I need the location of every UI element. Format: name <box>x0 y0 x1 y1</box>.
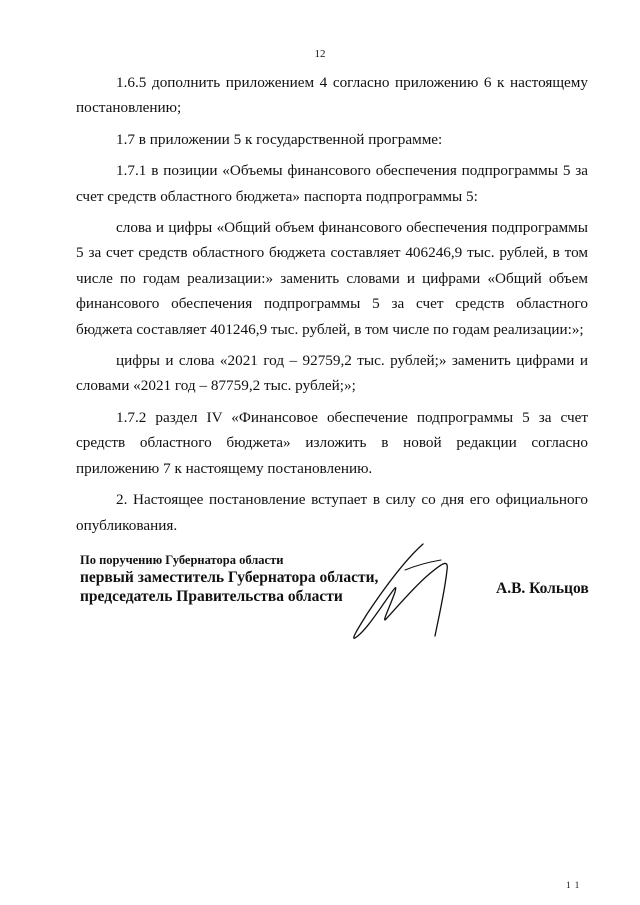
footer-mark: 1 1 <box>566 880 581 890</box>
signer-name: А.В. Кольцов <box>496 580 589 597</box>
signature-authority-line: По поручению Губернатора области <box>80 553 284 567</box>
signature-title-line: председатель Правительства области <box>80 588 343 605</box>
handwritten-signature <box>345 540 475 645</box>
paragraph-1-6-5: 1.6.5 дополнить приложением 4 согласно приложению 6 к настоящему постановлению; <box>76 74 588 117</box>
document-body <box>76 70 588 544</box>
paragraph-1-7-2: 1.7.2 раздел IV «Финансовое обеспечение подпрограммы 5 за счет средств областного бюджета» изложить в новой редакции согласно приложению 7 к настоящему постановлению. <box>76 408 588 477</box>
signature-position-line: первый заместитель Губернатора области, <box>80 569 379 586</box>
paragraph-1-7-1: 1.7.1 в позиции «Объемы финансового обеспечения подпрограммы 5 за счет средств областного бюджета» паспорта подпрограммы 5: <box>76 162 588 205</box>
page-number: 12 <box>314 48 326 60</box>
paragraph-1-7: 1.7 в приложении 5 к государственной программе: <box>116 130 443 148</box>
paragraph-replace-numbers: цифры и слова «2021 год – 92759,2 тыс. рублей;» заменить цифрами и словами «2021 год – 87759,2 тыс. рублей;»; <box>76 352 588 395</box>
paragraph-2: 2. Настоящее постановление вступает в силу со дня его официального опубликования. <box>76 491 588 534</box>
paragraph-replace-words: слова и цифры «Общий объем финансового обеспечения подпрограммы 5 за счет средств областного бюджета составляет 406246,9 тыс. рублей, в том числе по годам реализации:» заменить словами и цифрами «Общий объем финансового обеспечения подпрограммы 5 за счет средств областного бюджета составляет 401246,9 тыс. рублей, в том числе по годам реализации:»; <box>76 219 588 338</box>
